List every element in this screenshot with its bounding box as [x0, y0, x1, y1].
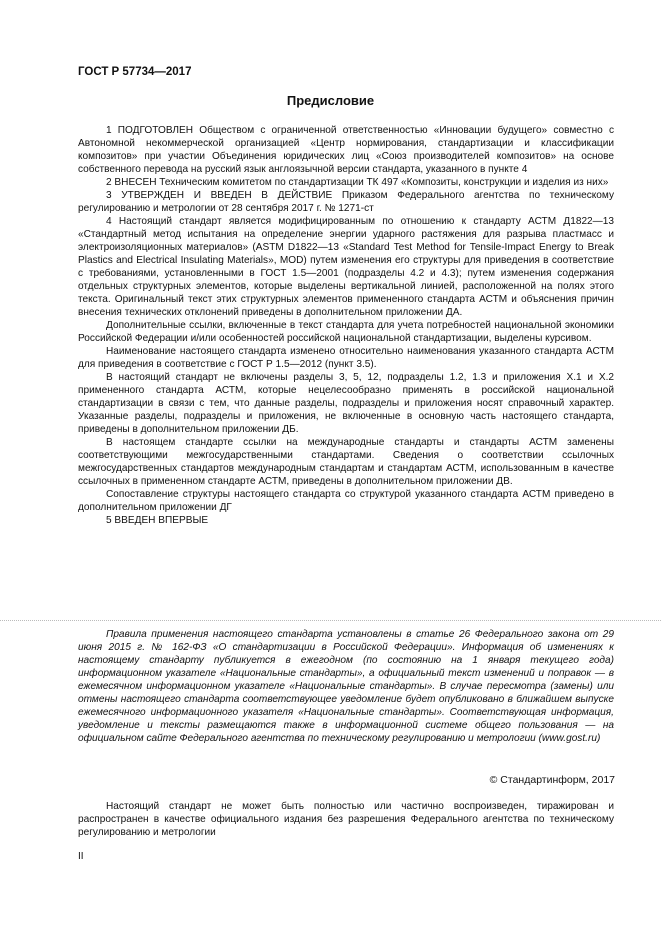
legal-notice	[78, 628, 614, 745]
paragraph-references: В настоящем стандарте ссылки на международные стандарты и стандарты АСТМ заменены соответствующими межгосударственными стандартами. Сведения о соответствии ссылочных межгосударственных стандартов международным стандартам и стандартам АСТМ, использованным в качестве ссылочных в примененном стандарте АСТМ, приведены в дополнительном приложении ДВ.	[78, 437, 614, 487]
foreword-body	[78, 124, 614, 527]
paragraph-additional-refs: Дополнительные ссылки, включенные в текст стандарта для учета потребностей национальной экономики Российской Федерации и/или особенностей российской национальной стандартизации, выделены курсивом.	[78, 320, 614, 344]
legal-notice-text: Правила применения настоящего стандарта установлены в статье 26 Федерального закона от 29 июня 2015 г. № 162-ФЗ «О стандартизации в Российской Федерации». Информация об изменениях к настоящему стандарту публикуется в ежегодном (по состоянию на 1 января текущего года) информационном указателе «Национальные стандарты», а официальный текст изменений и поправок — в ежемесячном информационном указателе «Национальные стандарты». В случае пересмотра (замены) или отмены настоящего стандарта соответствующее уведомление будет опубликовано в ближайшем выпуске ежемесячного информационного указателя «Национальные стандарты». Соответствующая информация, уведомление и тексты размещаются также в информационной системе общего пользования — на официальном сайте Федерального агентства по техническому регулированию и метрологии (www.gost.ru)	[78, 629, 614, 744]
paragraph-title-change: Наименование настоящего стандарта изменено относительно наименования указанного стандарта АСТМ для приведения в соответствие с ГОСТ Р 1.5—2012 (пункт 3.5).	[78, 346, 614, 370]
reproduction-notice-text: Настоящий стандарт не может быть полностью или частично воспроизведен, тиражирован и распространен в качестве официального издания без разрешения Федерального агентства по техническому регулированию и метрологии	[78, 801, 614, 838]
paragraph-5: 5 ВВЕДЕН ВПЕРВЫЕ	[106, 515, 209, 526]
page-number: II	[78, 851, 84, 862]
page-title: Предисловие	[286, 93, 375, 108]
document-code: ГОСТ Р 57734—2017	[78, 66, 192, 78]
paragraph-excluded-sections: В настоящий стандарт не включены разделы 3, 5, 12, подразделы 1.2, 1.3 и приложения X.1 и X.2 примененного стандарта АСТМ, которые нецелесообразно применять в российской национальной стандартизации в связи с тем, что данные разделы, подразделы и приложения носят справочный характер. Указанные разделы, подразделы и приложения, не включенные в основную часть настоящего стандарта, приведены в дополнительном приложении ДБ.	[78, 372, 614, 435]
paragraph-3: 3 УТВЕРЖДЕН И ВВЕДЕН В ДЕЙСТВИЕ Приказом Федерального агентства по техническому регулированию и метрологии от 28 сентября 2017 г. № 1271-ст	[78, 190, 614, 214]
reproduction-notice	[78, 800, 614, 839]
separator-line	[0, 620, 661, 621]
paragraph-structure: Сопоставление структуры настоящего стандарта со структурой указанного стандарта АСТМ приведено в дополнительном приложении ДГ	[78, 489, 614, 513]
paragraph-4: 4 Настоящий стандарт является модифицированным по отношению к стандарту АСТМ Д1822—13 «Стандартный метод испытания на определение энергии ударного растяжения для разрыва пластмасс и электроизоляционных материалов» (ASTM D1822—13 «Standard Test Method for Tensile-Impact Energy to Break Plastics and Electrical Insulating Materials», MOD) путем изменения его структуры для приведения в соответствие с требованиями, установленными в ГОСТ 1.5—2001 (подразделы 4.2 и 4.3); путем изменения содержания отдельных структурных элементов, которые выделены вертикальной линией, расположенной на полях этого текста. Оригинальный текст этих структурных элементов примененного стандарта АСТМ и объяснения причин внесения технических отклонений приведены в дополнительном приложении ДА.	[78, 216, 614, 318]
paragraph-1: 1 ПОДГОТОВЛЕН Обществом с ограниченной ответственностью «Инновации будущего» совместно с Автономной некоммерческой организацией «Центр нормирования, стандартизации и классификации композитов» при участии Объединения юридических лиц «Союз производителей композитов» на основе собственного перевода на русский язык англоязычной версии стандарта, указанного в пункте 4	[78, 125, 614, 175]
copyright: © Стандартинформ, 2017	[489, 774, 615, 786]
paragraph-2: 2 ВНЕСЕН Техническим комитетом по стандартизации ТК 497 «Композиты, конструкции и изделия из них»	[106, 177, 609, 188]
